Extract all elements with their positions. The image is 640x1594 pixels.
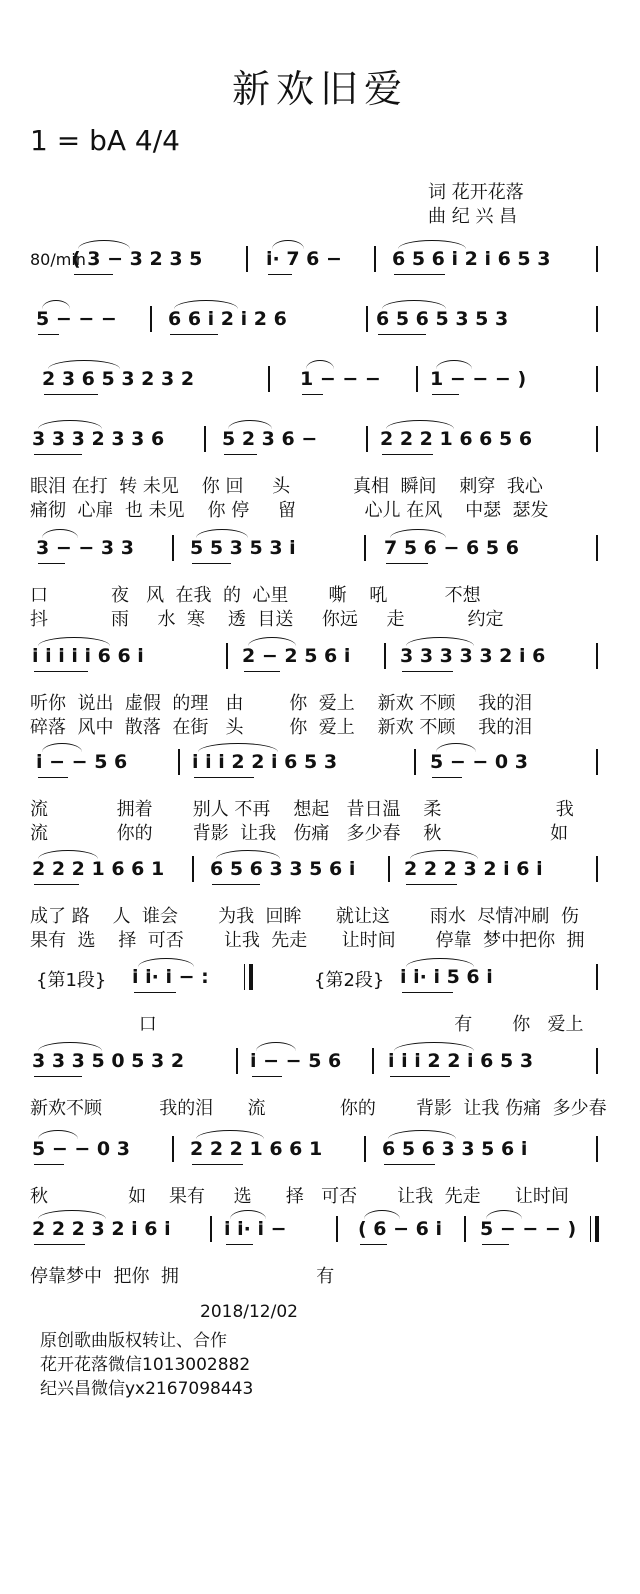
beam-underline (34, 1244, 85, 1245)
lyrics-verse-2: 抖 雨 水 寒 透 目送 你远 走 约定 (30, 609, 504, 630)
beam-underline (38, 777, 68, 778)
section-label: {第1段} (36, 970, 107, 991)
beam-underline (194, 777, 254, 778)
footer-line-2: 花开花落微信1013002882 (40, 1355, 251, 1375)
bar-line (388, 856, 390, 882)
measure-notes: 6 5 6 i 2 i 6 5 3 (392, 248, 551, 270)
slur-mark (38, 637, 110, 646)
slur-mark (306, 360, 334, 369)
measure-notes: 1 − − − (300, 368, 381, 390)
bar-line (204, 426, 206, 452)
measure-notes: ( 3 − 3 2 3 5 (72, 248, 203, 270)
beam-underline (38, 563, 65, 564)
slur-mark (38, 1042, 102, 1051)
bar-line (366, 426, 368, 452)
slur-mark (406, 637, 474, 646)
lyrics-verse-1: 成了 路 人 谁会 为我 回眸 就让这 雨水 尽情冲刷 伤 (30, 906, 579, 927)
lyrics-verse-1: 流 拥着 别人 不再 想起 昔日温 柔 我 (30, 799, 574, 820)
measure-notes: 5 5 3 5 3 i (190, 537, 296, 559)
beam-underline (268, 274, 292, 275)
bar-line (464, 1216, 466, 1242)
measure-notes: 2 − 2 5 6 i (242, 645, 351, 667)
slur-mark (38, 420, 102, 429)
lyrics-verse-1: 口 有 你 爱上 (30, 1014, 584, 1035)
measure-notes: 3 − − 3 3 (36, 537, 134, 559)
beam-underline (360, 1244, 387, 1245)
bar-line (364, 1136, 366, 1162)
lyrics-verse-1: 眼泪 在打 转 未见 你 回 头 真相 瞬间 刺穿 我心 (30, 476, 543, 497)
bar-line (150, 306, 152, 332)
measure-notes: i i· i 5 6 i (400, 966, 493, 988)
bar-line (596, 1136, 598, 1162)
beam-underline (74, 274, 113, 275)
measure-notes: 5 − − 0 3 (32, 1138, 130, 1160)
slur-mark (216, 850, 280, 859)
measure-notes: 3 3 3 2 3 3 6 (32, 428, 165, 450)
measure-notes: 3 3 3 3 3 2 i 6 (400, 645, 546, 667)
bar-line (192, 856, 194, 882)
song-title: 新欢旧爱 (231, 67, 408, 111)
slur-mark (230, 1210, 266, 1219)
slur-mark (38, 1130, 78, 1139)
bar-line (414, 749, 416, 775)
slur-mark (486, 1210, 522, 1219)
bar-line (596, 749, 598, 775)
bar-line (268, 366, 270, 392)
beam-underline (378, 334, 426, 335)
measure-notes: 2 2 2 1 6 6 5 6 (380, 428, 533, 450)
lyrics-verse-2: 痛彻 心扉 也 未见 你 停 留 心儿 在风 中瑟 瑟发 (30, 500, 549, 521)
lyrics-verse-2: 碎落 风中 散落 在街 头 你 爱上 新欢 不顾 我的泪 (30, 717, 533, 738)
beam-underline (34, 1076, 82, 1077)
lyrics-verse-1: 听你 说出 虚假 的理 由 你 爱上 新欢 不顾 我的泪 (30, 693, 533, 714)
bar-line (596, 535, 598, 561)
bar-line (336, 1216, 338, 1242)
slur-mark (410, 850, 478, 859)
lyrics-verse-1: 停靠梦中 把你 拥 有 (30, 1266, 335, 1287)
slur-mark (38, 850, 98, 859)
lyricist-credit: 词 花开花落 (428, 182, 524, 203)
beam-underline (386, 563, 428, 564)
slur-mark (436, 743, 476, 752)
measure-notes: 6 5 6 5 3 5 3 (376, 308, 509, 330)
bar-line (172, 1136, 174, 1162)
lyrics-verse-1: 口 夜 风 在我 的 心里 嘶 吼 不想 (30, 585, 481, 606)
bar-line (364, 535, 366, 561)
measure-notes: i i i 2 2 i 6 5 3 (388, 1050, 534, 1072)
beam-underline (394, 274, 445, 275)
bar-line (210, 1216, 212, 1242)
slur-mark (42, 529, 78, 538)
beam-underline (44, 394, 98, 395)
slur-mark (382, 300, 446, 309)
slur-mark (78, 240, 130, 249)
tempo-marking: 80/min (30, 250, 86, 269)
measure-notes: 2 2 2 1 6 6 1 (190, 1138, 323, 1160)
bar-line (596, 306, 598, 332)
measure-notes: 2 2 2 3 2 i 6 i (32, 1218, 171, 1240)
section-label: {第2段} (314, 970, 385, 991)
slur-mark (406, 958, 474, 967)
slur-mark (196, 1130, 264, 1139)
beam-underline (384, 1164, 435, 1165)
slur-mark (436, 360, 472, 369)
beam-underline (402, 671, 453, 672)
double-bar-line (244, 964, 253, 990)
bar-line (596, 366, 598, 392)
lyrics-verse-1: 新欢不顾 我的泪 流 你的 背影 让我 伤痛 多少春 (30, 1098, 607, 1119)
slur-mark (256, 1042, 296, 1051)
measure-notes: 3 3 3 5 0 5 3 2 (32, 1050, 185, 1072)
beam-underline (302, 394, 323, 395)
beam-underline (224, 454, 257, 455)
measure-notes: 6 5 6 3 3 5 6 i (210, 858, 356, 880)
beam-underline (432, 777, 462, 778)
lyrics-verse-1: 秋 如 果有 选 择 可否 让我 先走 让时间 (30, 1186, 569, 1207)
beam-underline (406, 884, 457, 885)
measure-notes: i i· i − : (132, 966, 209, 988)
bar-line (172, 535, 174, 561)
key-signature: 1 = bA 4/4 (30, 124, 180, 157)
beam-underline (482, 1244, 509, 1245)
slur-mark (388, 1130, 456, 1139)
beam-underline (382, 454, 433, 455)
slur-mark (138, 958, 194, 967)
slur-mark (228, 420, 272, 429)
composer-credit: 曲 纪 兴 昌 (428, 206, 518, 227)
bar-line (384, 643, 386, 669)
slur-mark (42, 300, 70, 309)
bar-line (178, 749, 180, 775)
slur-mark (394, 1042, 474, 1051)
measure-notes: 2 3 6 5 3 2 3 2 (42, 368, 195, 390)
slur-mark (174, 300, 238, 309)
bar-line (596, 856, 598, 882)
beam-underline (134, 992, 176, 993)
bar-line (374, 246, 376, 272)
beam-underline (34, 884, 79, 885)
footer-line-3: 纪兴昌微信yx2167098443 (40, 1379, 254, 1399)
bar-line (596, 643, 598, 669)
double-bar-line (590, 1216, 599, 1242)
beam-underline (34, 454, 82, 455)
measure-notes: i i i i i 6 6 i (32, 645, 144, 667)
beam-underline (34, 671, 88, 672)
slur-mark (196, 529, 248, 538)
measure-notes: 7 5 6 − 6 5 6 (384, 537, 519, 559)
beam-underline (170, 334, 218, 335)
measure-notes: ( 6 − 6 i (358, 1218, 443, 1240)
beam-underline (244, 671, 280, 672)
bar-line (372, 1048, 374, 1074)
slur-mark (364, 1210, 400, 1219)
slur-mark (272, 240, 304, 249)
beam-underline (402, 992, 453, 993)
bar-line (596, 964, 598, 990)
slur-mark (390, 529, 446, 538)
measure-notes: 2 2 2 3 2 i 6 i (404, 858, 543, 880)
slur-mark (398, 240, 466, 249)
bar-line (596, 1048, 598, 1074)
measure-notes: 2 2 2 1 6 6 1 (32, 858, 165, 880)
slur-mark (48, 360, 120, 369)
measure-notes: i − − 5 6 (250, 1050, 342, 1072)
footer-line-1: 原创歌曲版权转让、合作 (40, 1331, 227, 1351)
measure-notes: 6 5 6 3 3 5 6 i (382, 1138, 528, 1160)
beam-underline (432, 394, 459, 395)
measure-notes: i i· i − (224, 1218, 287, 1240)
measure-notes: i − − 5 6 (36, 751, 128, 773)
measure-notes: 5 − − 0 3 (430, 751, 528, 773)
bar-line (226, 643, 228, 669)
slur-mark (38, 1210, 106, 1219)
bar-line (416, 366, 418, 392)
measure-notes: 5 2 3 6 − (222, 428, 318, 450)
beam-underline (390, 1076, 450, 1077)
beam-underline (226, 1244, 253, 1245)
bar-line (246, 246, 248, 272)
measure-notes: 5 − − − ) (480, 1218, 577, 1240)
slur-mark (42, 743, 82, 752)
slur-mark (386, 420, 454, 429)
beam-underline (38, 334, 59, 335)
slur-mark (198, 743, 278, 752)
slur-mark (248, 637, 296, 646)
footer-date: 2018/12/02 (200, 1302, 298, 1322)
beam-underline (34, 1164, 64, 1165)
lyrics-verse-2: 果有 选 择 可否 让我 先走 让时间 停靠 梦中把你 拥 (30, 930, 585, 951)
measure-notes: i· 7 6 − (266, 248, 342, 270)
measure-notes: 1 − − − ) (430, 368, 527, 390)
bar-line (596, 246, 598, 272)
bar-line (596, 426, 598, 452)
lyrics-verse-2: 流 你的 背影 让我 伤痛 多少春 秋 如 (30, 823, 569, 844)
beam-underline (192, 1164, 243, 1165)
bar-line (236, 1048, 238, 1074)
beam-underline (212, 884, 260, 885)
beam-underline (192, 563, 231, 564)
beam-underline (252, 1076, 282, 1077)
measure-notes: 5 − − − (36, 308, 117, 330)
bar-line (366, 306, 368, 332)
measure-notes: 6 6 i 2 i 2 6 (168, 308, 287, 330)
measure-notes: i i i 2 2 i 6 5 3 (192, 751, 338, 773)
